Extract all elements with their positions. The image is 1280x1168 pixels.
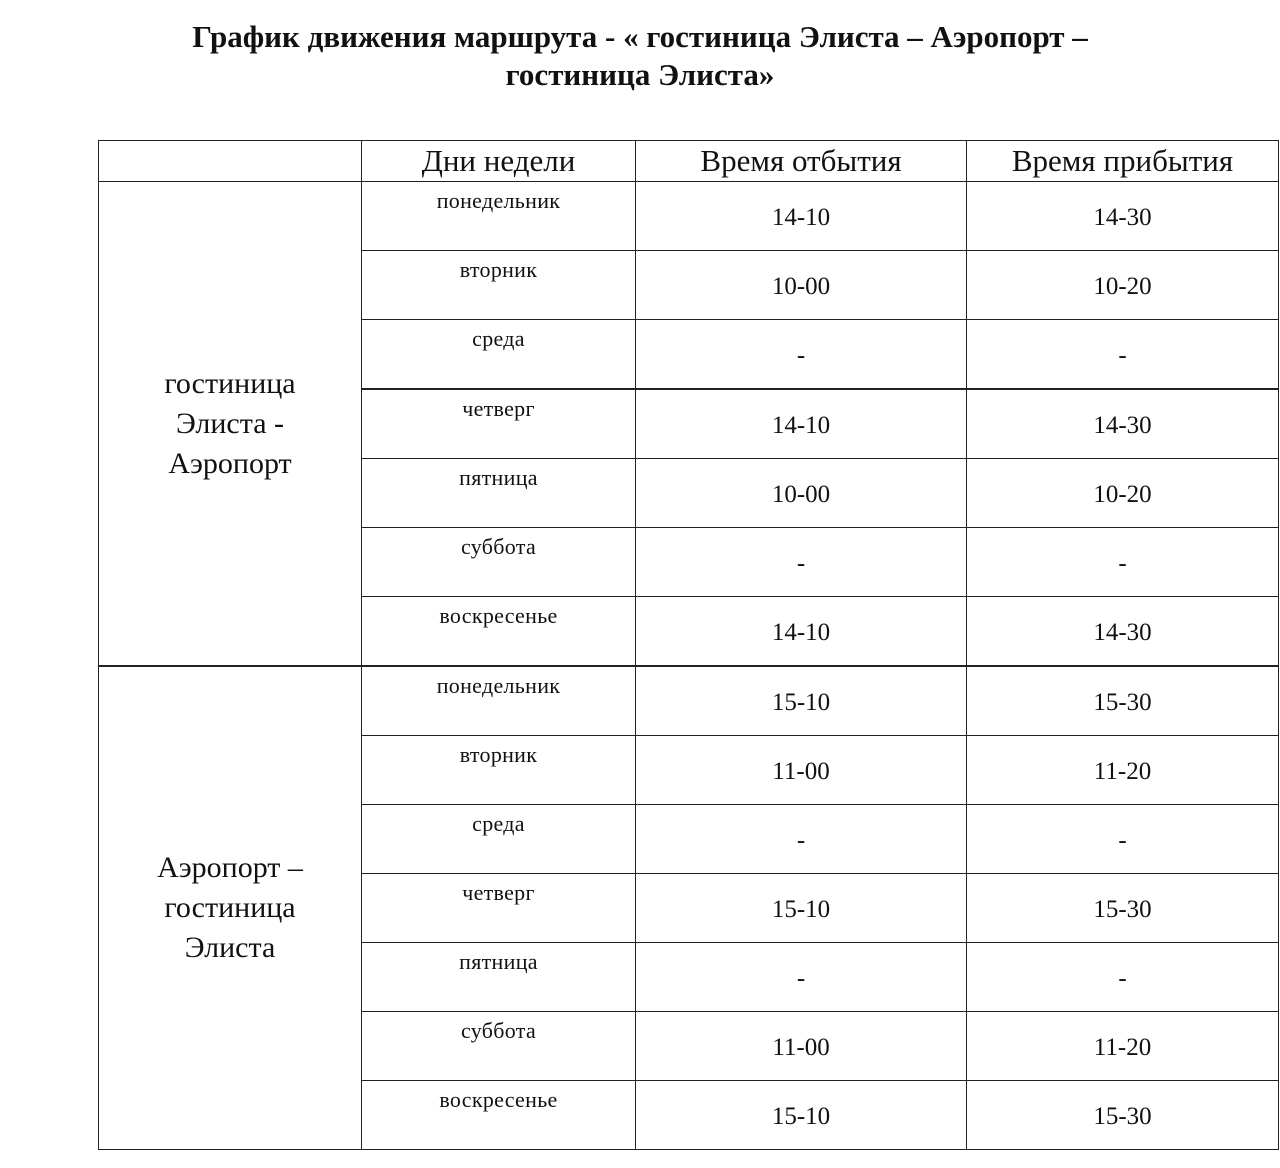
arrival-cell: 15-30 <box>967 1081 1279 1150</box>
day-cell: суббота <box>362 1012 636 1081</box>
title-line-2: гостиница Элиста» <box>505 57 775 92</box>
route-name-line: гостиница <box>164 891 296 924</box>
schedule-table <box>98 140 1279 1150</box>
day-cell: среда <box>362 320 636 390</box>
departure-cell: - <box>636 943 967 1012</box>
header-day: Дни недели <box>362 141 636 182</box>
day-cell: понедельник <box>362 182 636 251</box>
table-row <box>99 666 1279 736</box>
arrival-cell: 10-20 <box>967 251 1279 320</box>
route-name-cell <box>99 666 362 1150</box>
departure-cell: 14-10 <box>636 597 967 667</box>
route-name-line: Аэропорт <box>168 446 292 480</box>
arrival-cell: 15-30 <box>967 874 1279 943</box>
day-cell: пятница <box>362 943 636 1012</box>
day-cell: понедельник <box>362 666 636 736</box>
arrival-cell: 15-30 <box>967 666 1279 736</box>
route-name-cell <box>99 182 362 667</box>
route-name-line: Аэропорт – <box>157 851 303 884</box>
departure-cell: 15-10 <box>636 666 967 736</box>
arrival-cell: 14-30 <box>967 182 1279 251</box>
route-name-line: гостиница <box>164 366 296 400</box>
arrival-cell: - <box>967 320 1279 390</box>
day-cell: пятница <box>362 459 636 528</box>
schedule-body <box>99 182 1279 1150</box>
arrival-cell: - <box>967 528 1279 597</box>
day-cell: вторник <box>362 251 636 320</box>
departure-cell: 15-10 <box>636 1081 967 1150</box>
departure-cell: - <box>636 805 967 874</box>
arrival-cell: 10-20 <box>967 459 1279 528</box>
day-cell: среда <box>362 805 636 874</box>
arrival-cell: 14-30 <box>967 597 1279 667</box>
departure-cell: 11-00 <box>636 1012 967 1081</box>
departure-cell: 14-10 <box>636 389 967 459</box>
document-title <box>0 18 1280 94</box>
departure-cell: 10-00 <box>636 459 967 528</box>
departure-cell: 10-00 <box>636 251 967 320</box>
route-name-line: Элиста - <box>175 406 285 440</box>
arrival-cell: - <box>967 805 1279 874</box>
arrival-cell: 14-30 <box>967 389 1279 459</box>
departure-cell: 14-10 <box>636 182 967 251</box>
departure-cell: - <box>636 528 967 597</box>
table-row <box>99 182 1279 251</box>
header-arrival: Время прибытия <box>967 141 1279 182</box>
departure-cell: - <box>636 320 967 390</box>
day-cell: четверг <box>362 874 636 943</box>
header-route <box>99 141 362 182</box>
arrival-cell: 11-20 <box>967 1012 1279 1081</box>
day-cell: четверг <box>362 389 636 459</box>
arrival-cell: 11-20 <box>967 736 1279 805</box>
day-cell: воскресенье <box>362 597 636 667</box>
route-name-line: Элиста <box>184 931 276 964</box>
title-line-1: График движения маршрута - « гостиница Элиста – Аэропорт – <box>192 19 1088 54</box>
header-departure: Время отбытия <box>636 141 967 182</box>
day-cell: суббота <box>362 528 636 597</box>
day-cell: воскресенье <box>362 1081 636 1150</box>
departure-cell: 15-10 <box>636 874 967 943</box>
day-cell: вторник <box>362 736 636 805</box>
departure-cell: 11-00 <box>636 736 967 805</box>
header-row <box>99 141 1279 182</box>
arrival-cell: - <box>967 943 1279 1012</box>
